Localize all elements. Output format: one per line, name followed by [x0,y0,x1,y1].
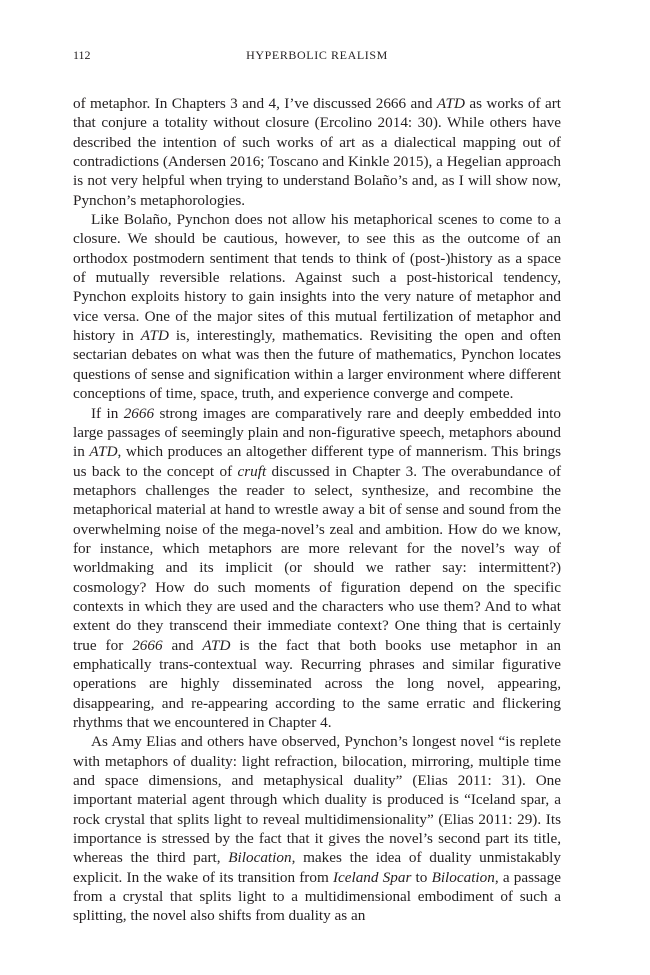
text-run: is, interestingly, mathematics. Revisiting the open and often sectarian debates on what was then the future of mathematics, Pynchon locates questions of sense and signification within a larger environment where different conceptions of time, space, truth, and experience converge and compete. [73,327,561,403]
italic-text: ATD [89,443,118,461]
text-run: , makes the idea of duality unmistakably explicit. In the wake of its transition from [73,849,561,886]
paragraph [73,404,561,733]
body-text [73,94,561,926]
italic-text: Iceland Spar [332,868,412,886]
running-title: HYPERBOLIC REALISM [246,48,388,62]
text-run: as works of art that conjure a totality without closure (Ercolino 2014: 30). While others have described the intention of such works of art as a dialectical mapping out of contradictions (Andersen 2016; Toscano and Kinkle 2015), a Hegelian approach is not very helpful when trying to understand Bolaño’s and, as I will show now, Pynchon’s metaphorologies. [73,95,561,209]
text-run: is the fact that both books use metaphor in an emphatically trans-contextual way. Recurring phrases and similar figurative operations are highly disseminated across the long novel, appearing, disappearing, and re-appearing according to the same erratic and flickering rhythms that we encountered in Chapter 4. [73,636,561,731]
italic-text: Bilocation [228,849,292,867]
text-run: and [162,636,203,654]
text-run: , which produces an altogether different type of mannerism. This brings us back to the concept of [73,443,561,480]
text-run: , a passage from a crystal that splits light to a multidimensional embodiment of such a splitting, the novel also shifts from duality as an [73,868,561,925]
page-number: 112 [73,48,91,62]
text-run: and [406,95,437,112]
text-run: discussed in Chapter 3. The overabundance of metaphors challenges the reader to select, synthesize, and recombine the metaphorical material at hand to wrestle away a bit of sense and sound from the overwhelming noise of the mega-novel’s zeal and ambition. How do we know, for instance, which metaphors are more relevant for the novel’s way of worldmaking and its implicit (or should we rather say: intermittent?) cosmology? How do such moments of figuration depend on the specific contexts in which they are used and the characters who use them? And to what extent do they transcend their immediate context? One thing that is certainly true for [73,462,562,654]
text-run: strong images are comparatively rare and deeply embedded into large passages of seemingly plain and non-figurative speech, metaphors abound in [73,404,561,461]
text-run: Like Bolaño, Pynchon does not allow his metaphorical scenes to come to a closure. We should be cautious, however, to see this as the outcome of an orthodox postmodern sentiment that tends to think of (post-)history as a space of mutually reversible relations. Against such a post-historical tendency, Pynchon exploits history to gain insights into the very nature of metaphor and vice versa. One of the major sites of this mutual fertilization of metaphor and history in [73,211,561,345]
paragraph [73,94,561,210]
italic-text: Bilocation [431,868,495,886]
paragraph [73,732,561,925]
text-run: to [411,868,432,886]
text-run: 2666 [375,95,407,112]
italic-text: ATD [140,327,169,345]
italic-text: 2666 [132,636,163,654]
text-run: As Amy Elias and others have observed, Pynchon’s longest novel “is replete with metaphors of duality: light refraction, bilocation, mirroring, multiple time and space dimensions, and metaphysical duality” (Elias 2011: 31). One important material agent through which duality is produced is “Iceland spar, a rock crystal that splits light to reveal multidimensionality” (Elias 2011: 29). Its importance is stressed by the fact that it gives the novel’s second part its title, whereas the third part, [73,733,561,867]
text-run: If in [91,404,124,422]
italic-text: cruft [237,462,267,480]
italic-text: 2666 [123,404,155,422]
italic-text: ATD [436,95,465,112]
italic-text: ATD [202,636,231,654]
running-head [73,46,561,64]
paragraph [73,210,561,403]
text-run: of metaphor. In Chapters 3 and 4, I’ve discussed [73,95,376,112]
